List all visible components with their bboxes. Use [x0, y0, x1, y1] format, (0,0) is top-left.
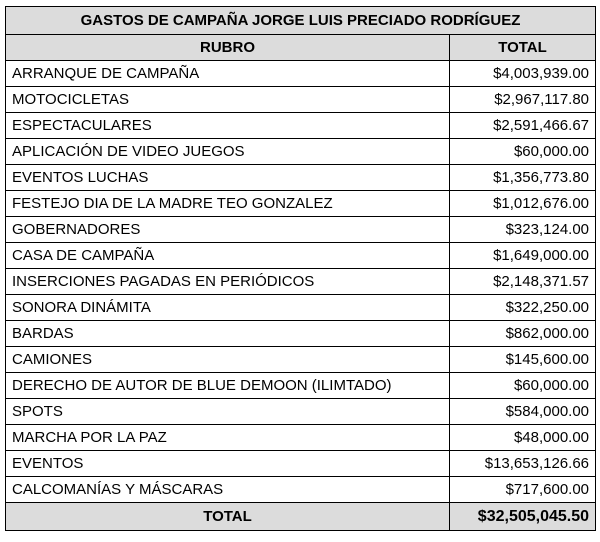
rubro-cell: MOTOCICLETAS — [6, 87, 450, 113]
table-row — [6, 321, 596, 347]
total-cell: $60,000.00 — [450, 373, 596, 399]
table-row — [6, 113, 596, 139]
total-cell: $717,600.00 — [450, 477, 596, 503]
rubro-cell: ARRANQUE DE CAMPAÑA — [6, 61, 450, 87]
table-row — [6, 139, 596, 165]
total-cell: $2,591,466.67 — [450, 113, 596, 139]
total-cell: $862,000.00 — [450, 321, 596, 347]
rubro-cell: FESTEJO DIA DE LA MADRE TEO GONZALEZ — [6, 191, 450, 217]
total-cell: $1,356,773.80 — [450, 165, 596, 191]
rubro-cell: CALCOMANÍAS Y MÁSCARAS — [6, 477, 450, 503]
total-cell: $1,649,000.00 — [450, 243, 596, 269]
rubro-cell: BARDAS — [6, 321, 450, 347]
expense-table — [5, 6, 596, 531]
total-cell: $323,124.00 — [450, 217, 596, 243]
table-row — [6, 399, 596, 425]
table-row — [6, 87, 596, 113]
table-title-row — [6, 7, 596, 35]
table-row — [6, 217, 596, 243]
rubro-cell: CAMIONES — [6, 347, 450, 373]
table-row — [6, 425, 596, 451]
expense-table-container — [5, 6, 595, 531]
rubro-cell: SPOTS — [6, 399, 450, 425]
total-cell: $48,000.00 — [450, 425, 596, 451]
rubro-cell: INSERCIONES PAGADAS EN PERIÓDICOS — [6, 269, 450, 295]
table-row — [6, 243, 596, 269]
total-cell: $584,000.00 — [450, 399, 596, 425]
rubro-cell: EVENTOS LUCHAS — [6, 165, 450, 191]
table-row — [6, 191, 596, 217]
total-label: TOTAL — [6, 503, 450, 531]
table-row — [6, 61, 596, 87]
table-title: GASTOS DE CAMPAÑA JORGE LUIS PRECIADO RODRÍGUEZ — [6, 7, 596, 35]
table-row — [6, 269, 596, 295]
rubro-cell: EVENTOS — [6, 451, 450, 477]
total-cell: $60,000.00 — [450, 139, 596, 165]
header-row — [6, 35, 596, 61]
total-cell: $4,003,939.00 — [450, 61, 596, 87]
rubro-cell: ESPECTACULARES — [6, 113, 450, 139]
rubro-cell: GOBERNADORES — [6, 217, 450, 243]
total-cell: $2,967,117.80 — [450, 87, 596, 113]
rubro-cell: CASA DE CAMPAÑA — [6, 243, 450, 269]
total-cell: $2,148,371.57 — [450, 269, 596, 295]
total-cell: $145,600.00 — [450, 347, 596, 373]
table-row — [6, 477, 596, 503]
total-row — [6, 503, 596, 531]
column-header-rubro: RUBRO — [6, 35, 450, 61]
table-row — [6, 373, 596, 399]
rubro-cell: DERECHO DE AUTOR DE BLUE DEMOON (ILIMTADO) — [6, 373, 450, 399]
table-row — [6, 347, 596, 373]
rubro-cell: APLICACIÓN DE VIDEO JUEGOS — [6, 139, 450, 165]
table-row — [6, 451, 596, 477]
total-amount: $32,505,045.50 — [450, 503, 596, 531]
table-row — [6, 165, 596, 191]
total-cell: $1,012,676.00 — [450, 191, 596, 217]
rubro-cell: MARCHA POR LA PAZ — [6, 425, 450, 451]
total-cell: $322,250.00 — [450, 295, 596, 321]
table-row — [6, 295, 596, 321]
rubro-cell: SONORA DINÁMITA — [6, 295, 450, 321]
column-header-total: TOTAL — [450, 35, 596, 61]
total-cell: $13,653,126.66 — [450, 451, 596, 477]
